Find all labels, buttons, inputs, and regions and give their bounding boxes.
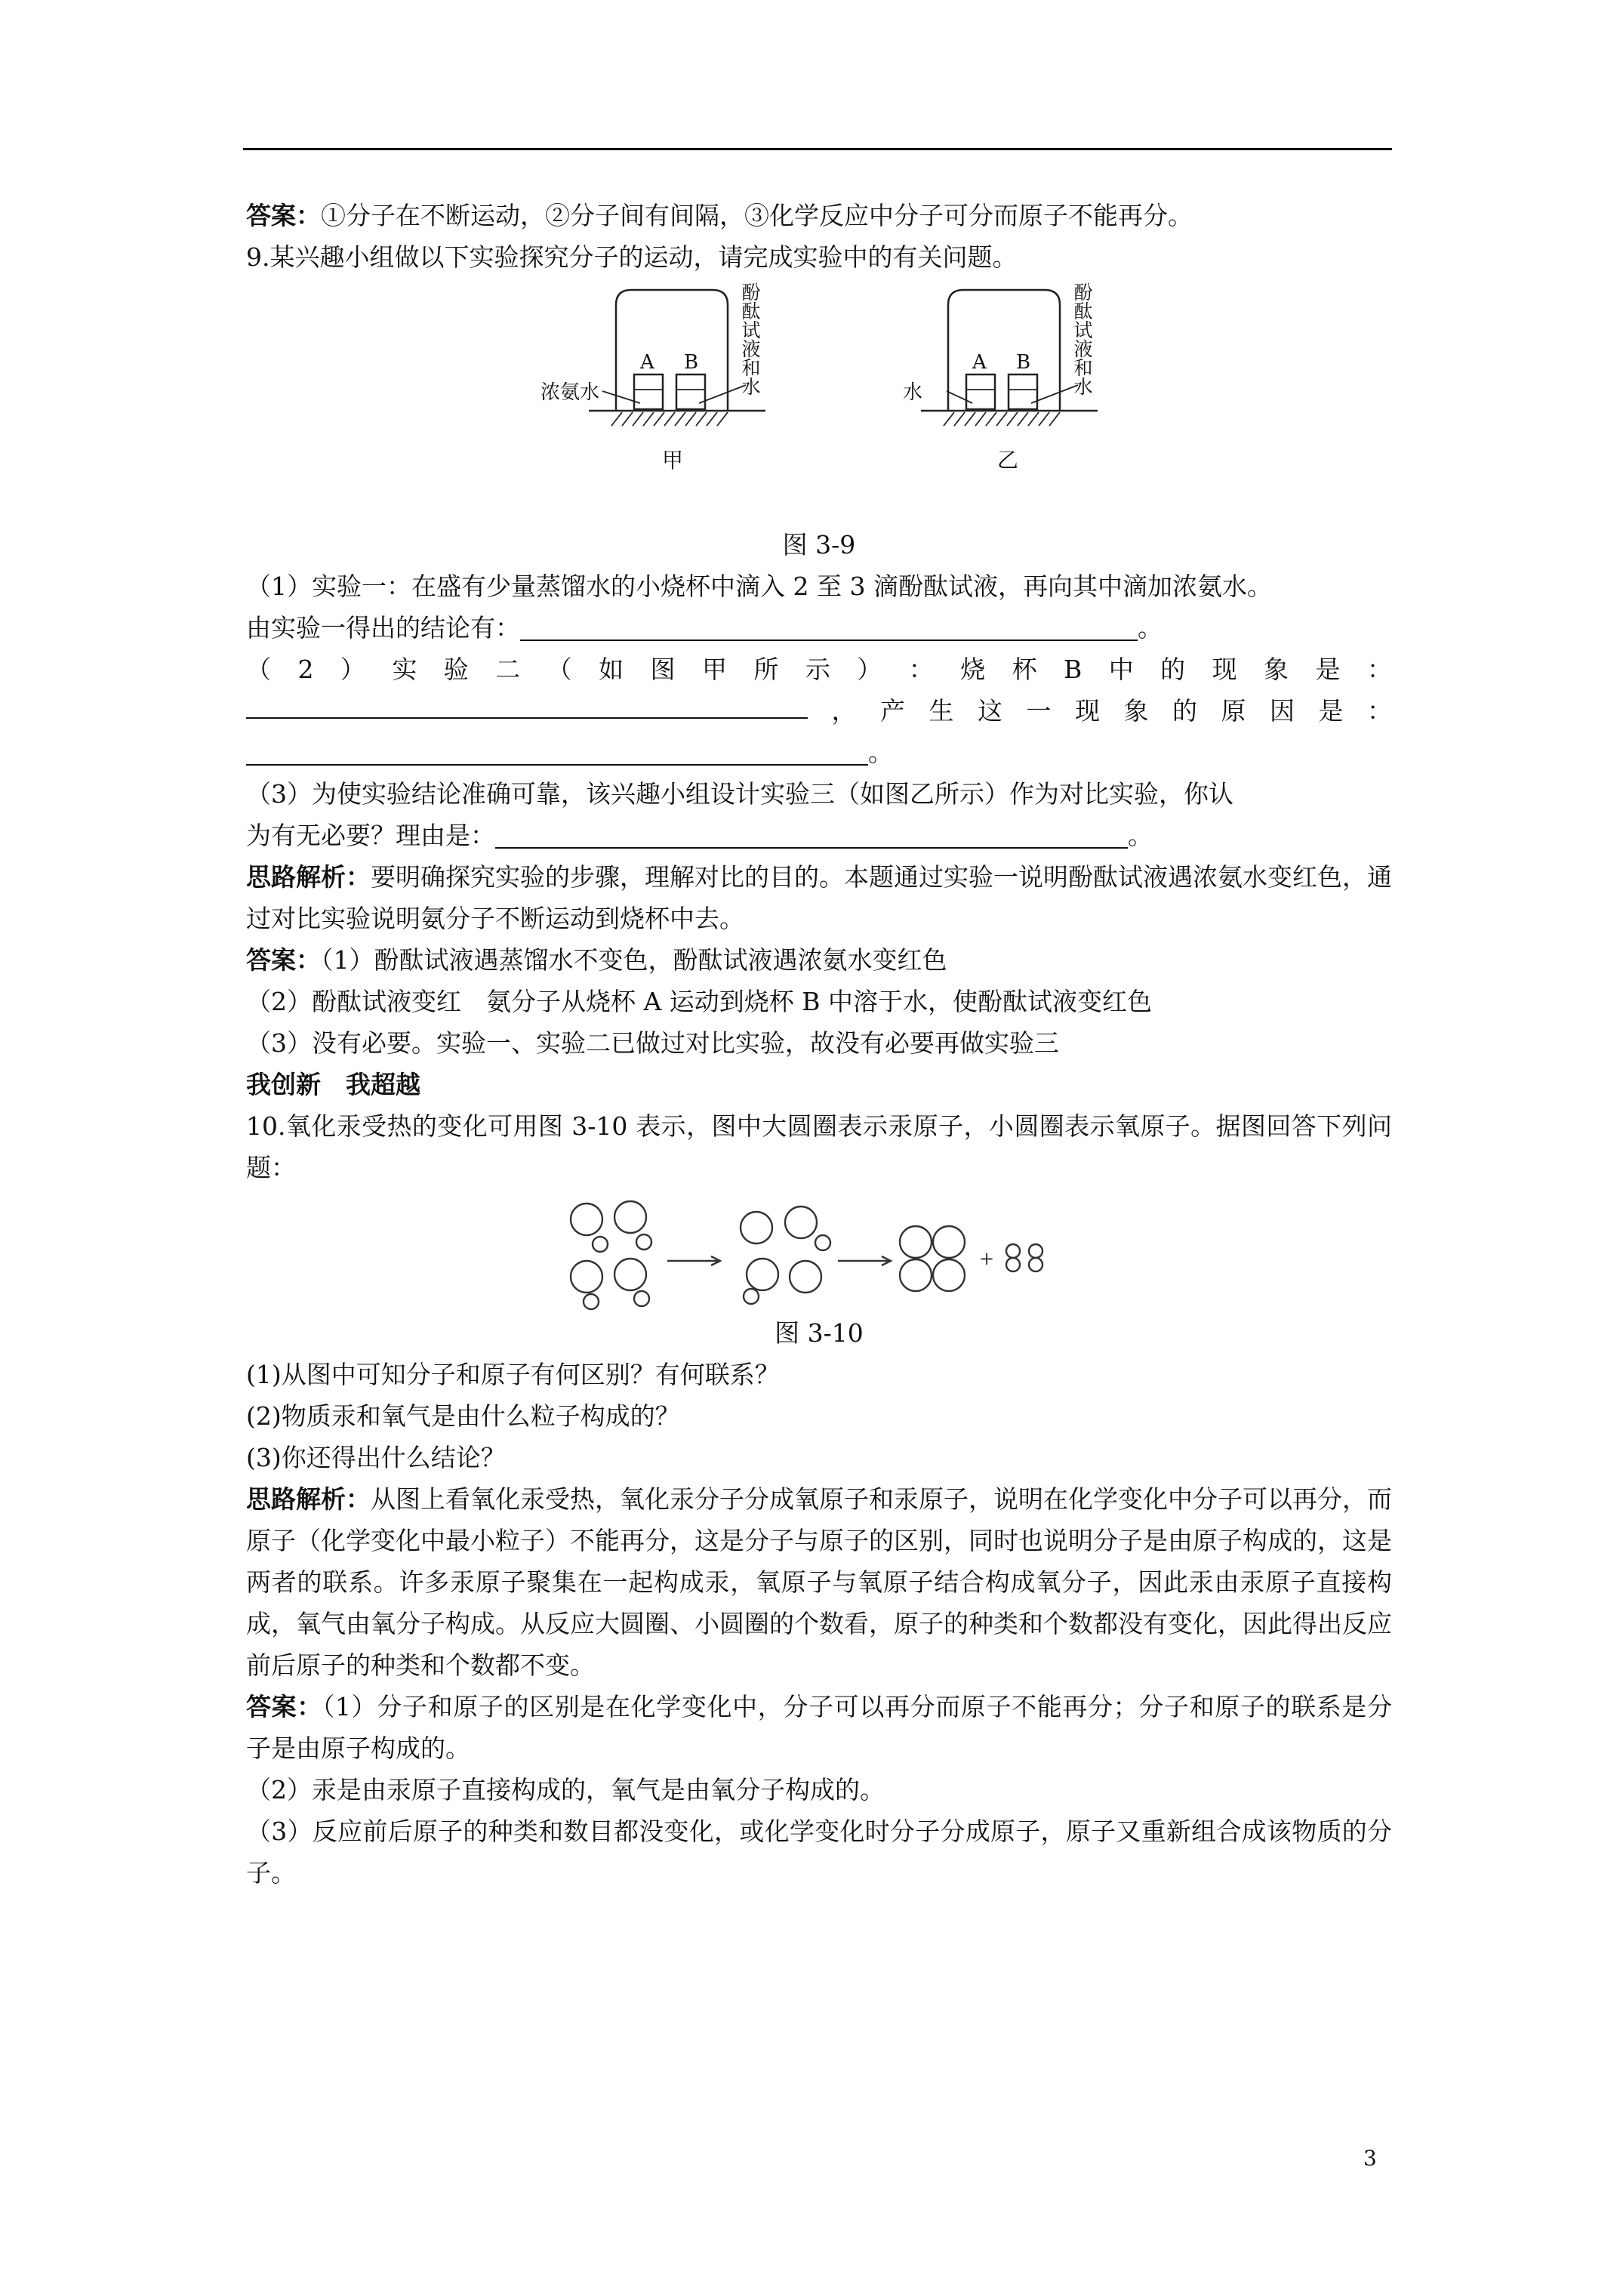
label-b-yi: B — [1016, 351, 1031, 374]
figure-3-9-drawing — [246, 282, 1392, 524]
beaker-a-jia — [634, 374, 663, 409]
q9-part2-char: ： — [908, 655, 934, 684]
mercury-atom — [741, 1212, 772, 1244]
sub-label-jia: 甲 — [662, 448, 684, 473]
q10-answer-3: （3）反应前后原子的种类和数目都没变化，或化学变化时分子分成原子，原子又重新组合成该物质的分子。 — [246, 1817, 1392, 1888]
figure-3-9-caption: 图 3-9 — [782, 530, 856, 559]
base-hatch-jia — [611, 412, 728, 426]
mercury-atom — [900, 1226, 932, 1258]
answer-label: 答案： — [246, 1692, 322, 1721]
figure-3-9 — [246, 282, 1392, 524]
answer-blank-2[interactable] — [246, 690, 808, 719]
end-mark: 。 — [1138, 613, 1163, 643]
q9-part2-char: 中 — [1108, 655, 1134, 684]
q9-analysis — [246, 856, 1392, 939]
answer-blank-1[interactable] — [520, 612, 1138, 641]
bell-jar-yi — [948, 290, 1060, 411]
separated-atoms — [741, 1207, 830, 1304]
mercury-atom — [614, 1201, 646, 1233]
q9-part2-char: 2 — [297, 655, 314, 684]
side-label-yi-box — [1070, 282, 1095, 411]
oxygen-atom — [584, 1294, 599, 1309]
q9-part2-char: 象 — [1123, 696, 1149, 726]
q9-part2-char: 是 — [1318, 696, 1344, 726]
beaker-b-jia — [676, 374, 705, 409]
q9-part2-char: （ — [246, 655, 271, 684]
q9-part2-char: ） — [857, 655, 882, 684]
hgo-molecules — [571, 1201, 651, 1309]
q9-part2-char: ： — [1366, 655, 1392, 684]
label-a-jia: A — [640, 351, 654, 374]
q9-part1-prompt: 由实验一得出的结论有： — [246, 613, 520, 643]
q9-part2-char: ） — [340, 655, 365, 684]
mercury-atom — [785, 1207, 817, 1238]
mercury-atom — [614, 1259, 646, 1290]
bell-jar-jia — [616, 290, 728, 411]
page-number: 3 — [1363, 2146, 1377, 2171]
q9-part2-char: （ — [547, 655, 572, 684]
q9-part3-line1: （3）为使实验结论准确可靠，该兴趣小组设计实验三（如图乙所示）作为对比实验，你认 — [246, 779, 1233, 809]
base-hatch-yi — [944, 412, 1060, 426]
q9-part2-char: 原 — [1221, 696, 1246, 726]
q9-part2-char: 因 — [1270, 696, 1295, 726]
arrow-2 — [838, 1256, 891, 1265]
q9-part2-char: ： — [1367, 696, 1392, 726]
q10-stem: 10.氧化汞受热的变化可用图 3-10 表示，图中大圆圈表示汞原子，小圆圈表示氧原子。据图回答下列问题： — [246, 1111, 1392, 1182]
q9-answer-1 — [246, 939, 1392, 981]
side-label-jia-box — [738, 282, 762, 411]
q9-part2-char: 示 — [805, 655, 830, 684]
q9-part2-char: 杯 — [1012, 655, 1037, 684]
label-a-yi: A — [972, 351, 987, 374]
q9-answer-3: （3）没有必要。实验一、实验二已做过对比实验，故没有必要再做实验三 — [246, 1028, 1059, 1058]
oxygen-atom — [744, 1289, 759, 1304]
answer-label: 答案： — [246, 945, 321, 975]
answer-blank-3[interactable] — [246, 737, 868, 766]
q9-part2-char: 验 — [443, 655, 469, 684]
figure-3-10 — [246, 1199, 1392, 1312]
oxygen-atom — [1029, 1244, 1042, 1258]
oxygen-atom — [1029, 1258, 1042, 1271]
q9-part2-line1 — [246, 649, 1392, 690]
page-content — [246, 195, 1392, 1894]
q9-part2-char: 实 — [392, 655, 417, 684]
sub-label-yi: 乙 — [997, 448, 1019, 473]
pointer-left-yi — [947, 391, 972, 403]
q9-part2-char: 图 — [650, 655, 676, 684]
label-concentrated-ammonia: 浓氨水 — [540, 381, 600, 404]
q9-part2-line3 — [246, 732, 1392, 773]
plus-sign: + — [979, 1248, 995, 1269]
oxygen-atom — [1006, 1244, 1020, 1258]
q9-answer-2: （2）酚酞试液变红 氨分子从烧杯 A 运动到烧杯 B 中溶于水，使酚酞试液变红色 — [246, 987, 1153, 1016]
oxygen-atom — [815, 1235, 830, 1250]
end-mark: 。 — [1128, 821, 1153, 850]
q9-part2-char: 现 — [1212, 655, 1237, 684]
figure-3-10-caption: 图 3-10 — [775, 1318, 864, 1348]
label-water-yi: 水 — [903, 381, 923, 404]
q9-part2-line2 — [246, 690, 1392, 732]
analysis-label: 思路解析： — [246, 1484, 371, 1514]
q9-part3-prompt: 为有无必要？理由是： — [246, 821, 495, 850]
q10-question-1: (1)从图中可知分子和原子有何区别？有何联系？ — [246, 1360, 780, 1389]
q9-part2-char: 甲 — [701, 655, 727, 684]
oxygen-atom — [634, 1291, 649, 1306]
q9-part2-char: 产 — [880, 696, 905, 726]
mercury-atom — [747, 1259, 778, 1290]
q10-question-3: (3)你还得出什么结论？ — [246, 1443, 506, 1472]
answer-label: 答案： — [246, 201, 321, 230]
q9-part2-char: 生 — [929, 696, 954, 726]
answer-text: （1）酚酞试液遇蒸馏水不变色，酚酞试液遇浓氨水变红色 — [321, 945, 947, 975]
q10-question-2: (2)物质汞和氧气是由什么粒子构成的？ — [246, 1401, 680, 1431]
analysis-text: 要明确探究实验的步骤，理解对比的目的。本题通过实验一说明酚酞试液遇浓氨水变红色，通过对比实验说明氨分子不断运动到烧杯中去。 — [246, 862, 1392, 933]
q9-part1-line1: （1）实验一：在盛有少量蒸馏水的小烧杯中滴入 2 至 3 滴酚酞试液，再向其中滴加浓氨水。 — [246, 572, 1272, 601]
q9-part2-char: 烧 — [960, 655, 986, 684]
q9-part2-char: 象 — [1264, 655, 1289, 684]
answer-text: ①分子在不断运动，②分子间有间隔，③化学反应中分子可分而原子不能再分。 — [321, 201, 1193, 230]
mercury-atom — [571, 1261, 602, 1293]
header-rule — [243, 148, 1392, 150]
q9-part2-char: 的 — [1160, 655, 1186, 684]
answer-blank-4[interactable] — [495, 820, 1128, 849]
oxygen-atom — [593, 1237, 608, 1252]
q9-part3-line2 — [246, 815, 1392, 856]
prev-answer — [246, 195, 1392, 236]
q9-part2-char: 这 — [978, 696, 1002, 726]
answer-text: （1）分子和原子的区别是在化学变化中，分子可以再分而原子不能再分；分子和原子的联系是分子是由原子构成的。 — [246, 1692, 1393, 1763]
q10-analysis — [246, 1478, 1392, 1686]
q9-stem: 9.某兴趣小组做以下实验探究分子的运动，请完成实验中的有关问题。 — [246, 242, 1018, 272]
mercury-product — [900, 1226, 965, 1291]
q9-part2-char: 是 — [1315, 655, 1341, 684]
q9-part2-char: 现 — [1075, 696, 1100, 726]
q9-part2-char: 如 — [599, 655, 624, 684]
q9-part2-char: 的 — [1172, 696, 1197, 726]
side-label-jia: 酚酞试液和水 — [739, 282, 761, 396]
figure-3-10-drawing — [246, 1199, 1392, 1312]
q9-part2-char: ， — [831, 696, 857, 726]
q9-part2-char: 二 — [495, 655, 521, 684]
q10-answer-1 — [246, 1686, 1392, 1769]
mercury-atom — [933, 1259, 965, 1291]
q9-part2-char: 一 — [1026, 696, 1052, 726]
oxygen-atom — [1006, 1258, 1020, 1271]
beaker-b-yi — [1009, 374, 1037, 409]
end-mark: 。 — [868, 738, 893, 767]
mercury-atom — [790, 1261, 821, 1293]
beaker-a-yi — [966, 374, 995, 409]
analysis-text: 从图上看氧化汞受热，氧化汞分子分成氧原子和汞原子，说明在化学变化中分子可以再分，而原子（化学变化中最小粒子）不能再分，这是分子与原子的区别，同时也说明分子是由原子构成的，这是两者的联系。许多汞原子聚集在一起构成汞，氧原子与氧原子结合构成氧分子，因此汞由汞原子直接构成，氧气由氧分子构成。从反应大圆圈、小圆圈的个数看，原子的种类和个数都没有变化，因此得出反应前后原子的种类和个数都不变。 — [246, 1484, 1392, 1680]
mercury-atom — [571, 1203, 602, 1235]
q9-part2-char: 所 — [753, 655, 779, 684]
oxygen-molecules — [1006, 1244, 1042, 1271]
oxygen-atom — [636, 1234, 651, 1250]
mercury-atom — [933, 1226, 965, 1258]
label-b-jia: B — [684, 351, 699, 374]
q9-part2-char: B — [1064, 655, 1083, 684]
side-label-yi: 酚酞试液和水 — [1071, 282, 1093, 396]
q9-part1-line2 — [246, 607, 1392, 649]
q10-answer-2: （2）汞是由汞原子直接构成的，氧气是由氧分子构成的。 — [246, 1775, 885, 1804]
analysis-label: 思路解析： — [246, 862, 371, 892]
section-title: 我创新 我超越 — [246, 1070, 420, 1099]
mercury-atom — [900, 1259, 932, 1291]
arrow-1 — [667, 1256, 720, 1265]
